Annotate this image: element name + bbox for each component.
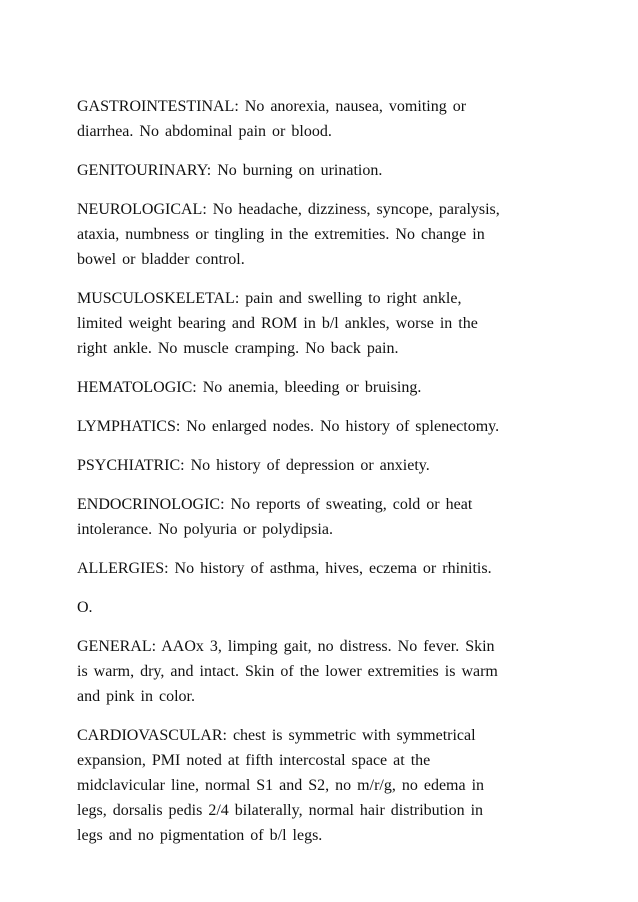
text-line: bowel or bladder control.: [77, 251, 245, 268]
text-line: midclavicular line, normal S1 and S2, no m/r/g, no edema in: [77, 777, 485, 794]
paragraph-endocrinologic: [77, 492, 577, 542]
paragraph-general: [77, 634, 577, 709]
paragraph-genitourinary: [77, 158, 577, 183]
text-line: GENITOURINARY: No burning on urination.: [77, 162, 383, 179]
text-line: right ankle. No muscle cramping. No back pain.: [77, 340, 399, 357]
document-page: [77, 94, 577, 862]
text-line: and pink in color.: [77, 688, 195, 705]
text-line: PSYCHIATRIC: No history of depression or anxiety.: [77, 457, 430, 474]
text-line: ataxia, numbness or tingling in the extremities. No change in: [77, 226, 485, 243]
paragraph-gastrointestinal: [77, 94, 577, 144]
text-line: CARDIOVASCULAR: chest is symmetric with symmetrical: [77, 727, 476, 744]
paragraph-allergies: [77, 556, 577, 581]
text-line: GENERAL: AAOx 3, limping gait, no distress. No fever. Skin: [77, 638, 495, 655]
paragraph-musculoskeletal: [77, 286, 577, 361]
text-line: legs and no pigmentation of b/l legs.: [77, 827, 323, 844]
text-line: HEMATOLOGIC: No anemia, bleeding or bruising.: [77, 379, 422, 396]
text-line: LYMPHATICS: No enlarged nodes. No history of splenectomy.: [77, 418, 500, 435]
text-line: NEUROLOGICAL: No headache, dizziness, syncope, paralysis,: [77, 201, 500, 218]
paragraph-hematologic: [77, 375, 577, 400]
paragraph-psychiatric: [77, 453, 577, 478]
text-line: GASTROINTESTINAL: No anorexia, nausea, vomiting or: [77, 98, 467, 115]
text-line: O.: [77, 599, 93, 616]
paragraph-neurological: [77, 197, 577, 272]
text-line: diarrhea. No abdominal pain or blood.: [77, 123, 332, 140]
text-line: intolerance. No polyuria or polydipsia.: [77, 521, 333, 538]
text-line: ALLERGIES: No history of asthma, hives, eczema or rhinitis.: [77, 560, 492, 577]
paragraph-cardiovascular: [77, 723, 577, 848]
text-line: ENDOCRINOLOGIC: No reports of sweating, cold or heat: [77, 496, 473, 513]
text-line: MUSCULOSKELETAL: pain and swelling to right ankle,: [77, 290, 462, 307]
text-line: is warm, dry, and intact. Skin of the lower extremities is warm: [77, 663, 498, 680]
paragraph-objective-heading: [77, 595, 577, 620]
text-line: expansion, PMI noted at fifth intercostal space at the: [77, 752, 431, 769]
text-line: limited weight bearing and ROM in b/l ankles, worse in the: [77, 315, 478, 332]
text-line: legs, dorsalis pedis 2/4 bilaterally, normal hair distribution in: [77, 802, 484, 819]
paragraph-lymphatics: [77, 414, 577, 439]
